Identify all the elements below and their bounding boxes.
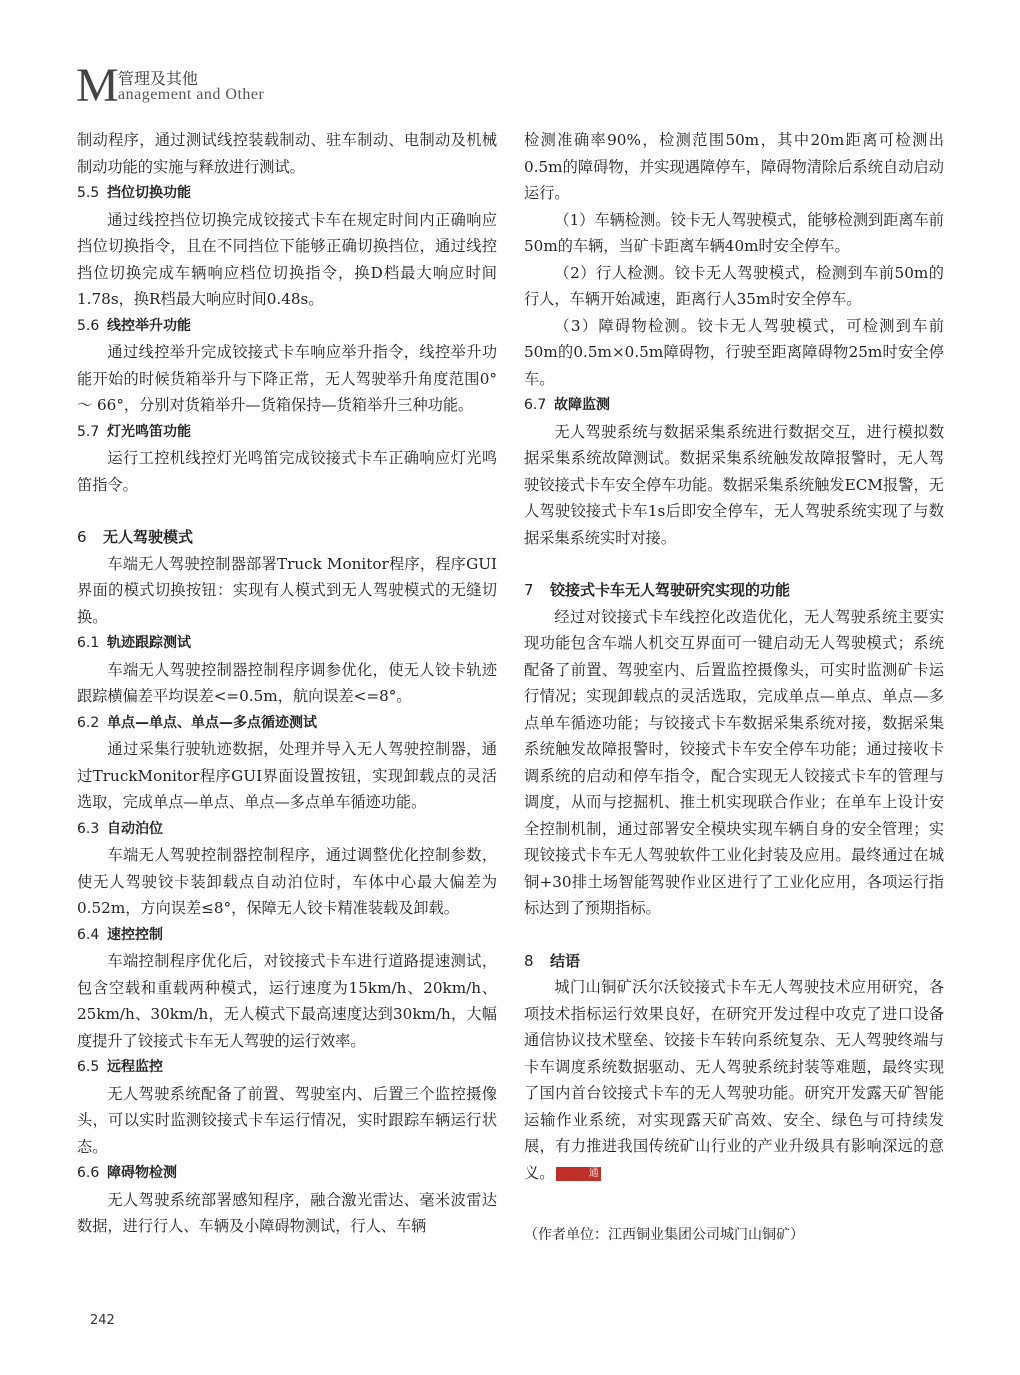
subsection-heading: 6.1 轨迹跟踪测试	[77, 635, 191, 651]
paragraph: 通过线控挡位切换完成铰接式卡车在规定时间内正确响应挡位切换指令，且在不同挡位下能够正确切换挡位，通过线控挡位切换完成车辆响应档位切换指令，换D档最大响应时间1.78s，换R档最大响应时间0.48s。	[77, 210, 497, 308]
subsection-heading: 5.5 挡位切换功能	[77, 185, 191, 201]
section-heading: 8 结语	[524, 951, 581, 970]
paragraph: 车端无人驾驶控制器控制程序，通过调整优化控制参数，使无人驾驶铰卡装卸载点自动泊位时，车体中心最大偏差为0.52m，方向误差≤8°，保障无人铰卡精准装载及卸载。	[77, 846, 497, 917]
paragraph: 车端控制程序优化后，对铰接式卡车进行道路提速测试，包含空载和重载两种模式，运行速度为15km/h、20km/h、25km/h、30km/h，无人模式下最高速度达到30km/h，大幅度提升了铰接式卡车无人驾驶的运行效率。	[77, 952, 497, 1050]
paragraph: 运行工控机线控灯光鸣笛完成铰接式卡车正确响应灯光鸣笛指令。	[77, 449, 497, 494]
author-affiliation: （作者单位：江西铜业集团公司城门山铜矿）	[524, 1227, 804, 1243]
paragraph: 经过对铰接式卡车线控化改造优化，无人驾驶系统主要实现功能包含车端人机交互界面可一键启动无人驾驶模式；系统配备了前置、驾驶室内、后置监控摄像头，可实时监测矿卡运行情况；实现卸载点的灵活选取，完成单点—单点、单点—多点单车循迹功能；与铰接式卡车数据采集系统对接，数据采集系统触发故障报警时，铰接式卡车安全停车功能；通过接收卡调系统的启动和停车指令，配合实现无人铰接式卡车的管理与调度，从而与挖掘机、推土机实现联合作业；在单车上设计安全控制机制，通过部署安全模块实现车辆自身的安全管理；实现铰接式卡车无人驾驶软件工业化封装及应用。最终通过在城铜+30排土场智能驾驶作业区进行了工业化应用，各项运行指标达到了预期指标。	[524, 607, 944, 917]
left-column	[77, 127, 497, 1240]
subsection-heading: 5.7 灯光鸣笛功能	[77, 423, 191, 440]
section-heading: 6 无人驾驶模式	[77, 528, 194, 546]
right-column	[524, 127, 944, 1249]
page-number: 242	[90, 1313, 115, 1328]
header-section-en: anagement and Other	[118, 86, 265, 103]
section-heading: 7 铰接式卡车无人驾驶研究实现的功能	[524, 581, 791, 599]
paragraph: 检测准确率90%，检测范围50m，其中20m距离可检测出0.5m的障碍物，并实现遇障停车，障碍物清除后系统自动启动运行。	[524, 131, 944, 202]
paragraph: 城门山铜矿沃尔沃铰接式卡车无人驾驶技术应用研究，各项技术指标运行效果良好，在研究开发过程中攻克了进口设备通信协议技术壁垒、铰接卡车转向系统复杂、无人驾驶终端与卡车调度系统数据驱动、无人驾驶系统封装等难题，最终实现了国内首台铰接式卡车的无人驾驶功能。研究开发露天矿智能运输作业系统，对实现露天矿高效、安全、绿色与可持续发展，有力推进我国传统矿山行业的产业升级具有影响深远的意义。 通	[524, 978, 944, 1182]
subsection-heading: 6.7 故障监测	[524, 397, 610, 413]
end-mark-icon: 通	[556, 1167, 600, 1181]
paragraph: 通过采集行驶轨迹数据，处理并导入无人驾驶控制器，通过TruckMonitor程序GUI界面设置按钮，实现卸载点的灵活选取，完成单点—单点、单点—多点单车循迹功能。	[77, 740, 497, 811]
subsection-heading: 6.3 自动泊位	[77, 820, 163, 837]
subsection-heading: 6.4 速控控制	[77, 926, 163, 943]
paragraph: 无人驾驶系统配备了前置、驾驶室内、后置三个监控摄像头，可以实时监测铰接式卡车运行情况，实时跟踪车辆运行状态。	[77, 1084, 497, 1156]
subsection-heading: 5.6 线控举升功能	[77, 317, 191, 334]
subsection-heading: 6.6 障碍物检测	[77, 1165, 177, 1181]
subsection-heading: 6.5 远程监控	[77, 1059, 163, 1075]
paragraph: 车端无人驾驶控制器部署Truck Monitor程序，程序GUI界面的模式切换按钮：实现有人模式到无人驾驶模式的无缝切换。	[77, 554, 497, 626]
paragraph: （3）障碍物检测。铰卡无人驾驶模式，可检测到车前50m的0.5m×0.5m障碍物，行驶至距离障碍物25m时安全停车。	[524, 316, 944, 388]
paragraph: 车端无人驾驶控制器控制程序调参优化，使无人铰卡轨迹跟踪横偏差平均误差<=0.5m，航向误差<=8°。	[77, 660, 497, 705]
paragraph: （1）车辆检测。铰卡无人驾驶模式，能够检测到距离车前50m的车辆，当矿卡距离车辆40m时安全停车。	[524, 210, 944, 255]
paragraph: 制动程序，通过测试线控装载制动、驻车制动、电制动及机械制动功能的实施与释放进行测试。	[77, 131, 497, 176]
subsection-heading: 6.2 单点—单点、单点—多点循迹测试	[77, 714, 317, 731]
header-initial: M	[76, 59, 119, 112]
paragraph: 通过线控举升完成铰接式卡车响应举升指令，线控举升功能开始的时候货箱举升与下降正常，无人驾驶举升角度范围0° ～ 66°，分别对货箱举升—货箱保持—货箱举升三种功能。	[77, 343, 497, 414]
header-section-cn: 管理及其他	[118, 69, 199, 88]
paragraph: （2）行人检测。铰卡无人驾驶模式，检测到车前50m的行人，车辆开始减速，距离行人35m时安全停车。	[524, 263, 944, 308]
paragraph: 无人驾驶系统部署感知程序，融合激光雷达、毫米波雷达数据，进行行人、车辆及小障碍物测试，行人、车辆	[77, 1190, 497, 1235]
paragraph: 无人驾驶系统与数据采集系统进行数据交互，进行模拟数据采集系统故障测试。数据采集系统触发故障报警时，无人驾驶铰接式卡车安全停车功能。数据采集系统触发ECM报警，无人驾驶铰接式卡车1s后即安全停车，无人驾驶系统实现了与数据采集系统实时对接。	[524, 422, 944, 547]
